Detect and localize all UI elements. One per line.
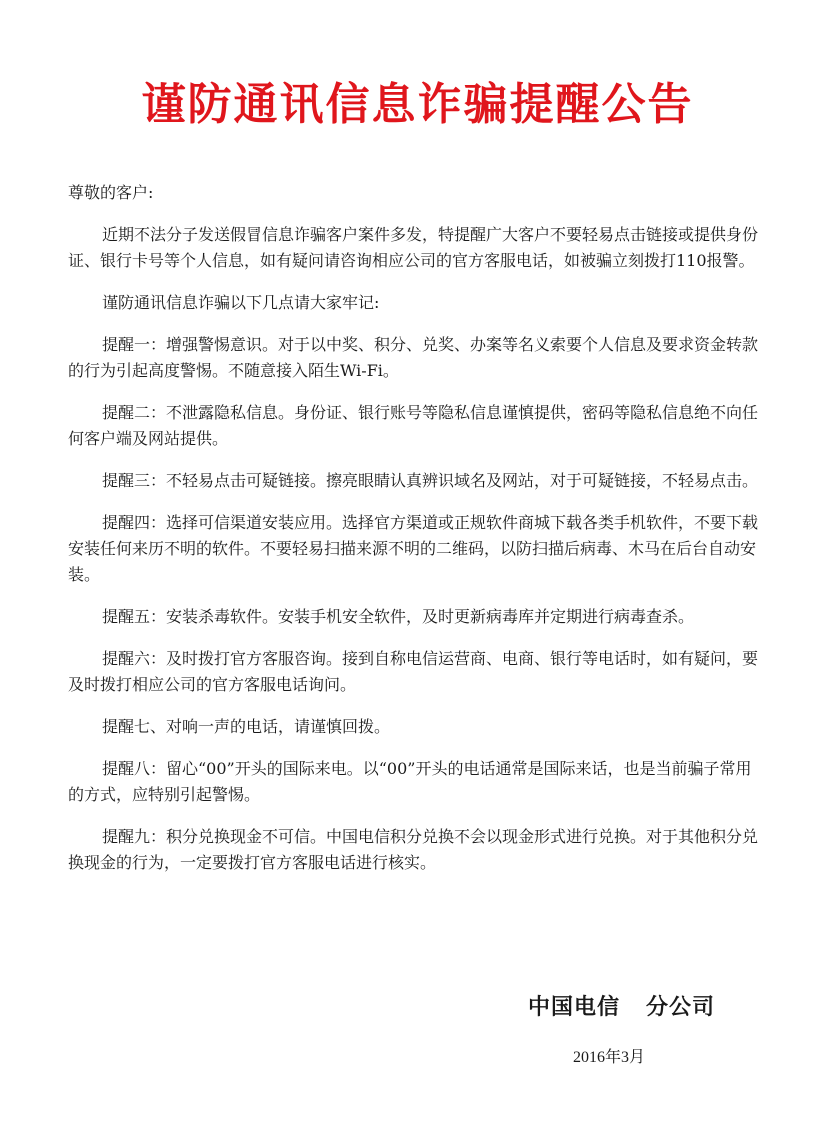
reminder-7: 提醒七、对响一声的电话，请谨慎回拨。 <box>102 717 391 736</box>
reminder-1: 提醒一：增强警惕意识。对于以中奖、积分、兑奖、办案等名义索要个人信息及要求资金转款的行为引起高度警惕。不随意接入陌生Wi-Fi。 <box>68 335 759 380</box>
lead-paragraph: 谨防通讯信息诈骗以下几点请大家牢记: <box>102 293 380 312</box>
signature: 中国电信 分公司 <box>528 994 715 1020</box>
notice-title: 谨防通讯信息诈骗提醒公告 <box>141 79 694 130</box>
reminder-5: 提醒五：安装杀毒软件。安装手机安全软件，及时更新病毒库并定期进行病毒查杀。 <box>102 607 695 626</box>
reminder-9: 提醒九：积分兑换现金不可信。中国电信积分兑换不会以现金形式进行兑换。对于其他积分兑换现金的行为，一定要拨打官方客服电话进行核实。 <box>68 827 759 872</box>
reminder-8: 提醒八：留心“00”开头的国际来电。以“00”开头的电话通常是国际来话，也是当前骗子常用的方式，应特别引起警惕。 <box>68 759 752 804</box>
date: 2016年3月 <box>573 1049 646 1066</box>
greeting: 尊敬的客户: <box>68 183 154 202</box>
reminder-2: 提醒二：不泄露隐私信息。身份证、银行账号等隐私信息谨慎提供，密码等隐私信息绝不向任何客户端及网站提供。 <box>68 403 759 448</box>
intro-paragraph: 近期不法分子发送假冒信息诈骗客户案件多发，特提醒广大客户不要轻易点击链接或提供身份证、银行卡号等个人信息，如有疑问请咨询相应公司的官方客服电话，如被骗立刻拨打110报警。 <box>68 225 759 270</box>
reminder-4: 提醒四：选择可信渠道安装应用。选择官方渠道或正规软件商城下载各类手机软件，不要下载安装任何来历不明的软件。不要轻易扫描来源不明的二维码，以防扫描后病毒、木马在后台自动安装。 <box>68 513 759 584</box>
reminder-3: 提醒三：不轻易点击可疑链接。擦亮眼睛认真辨识域名及网站，对于可疑链接，不轻易点击。 <box>102 471 759 490</box>
notice-body <box>68 180 758 892</box>
reminder-6: 提醒六：及时拨打官方客服咨询。接到自称电信运营商、电商、银行等电话时，如有疑问，要及时拨打相应公司的官方客服电话询问。 <box>68 649 759 694</box>
